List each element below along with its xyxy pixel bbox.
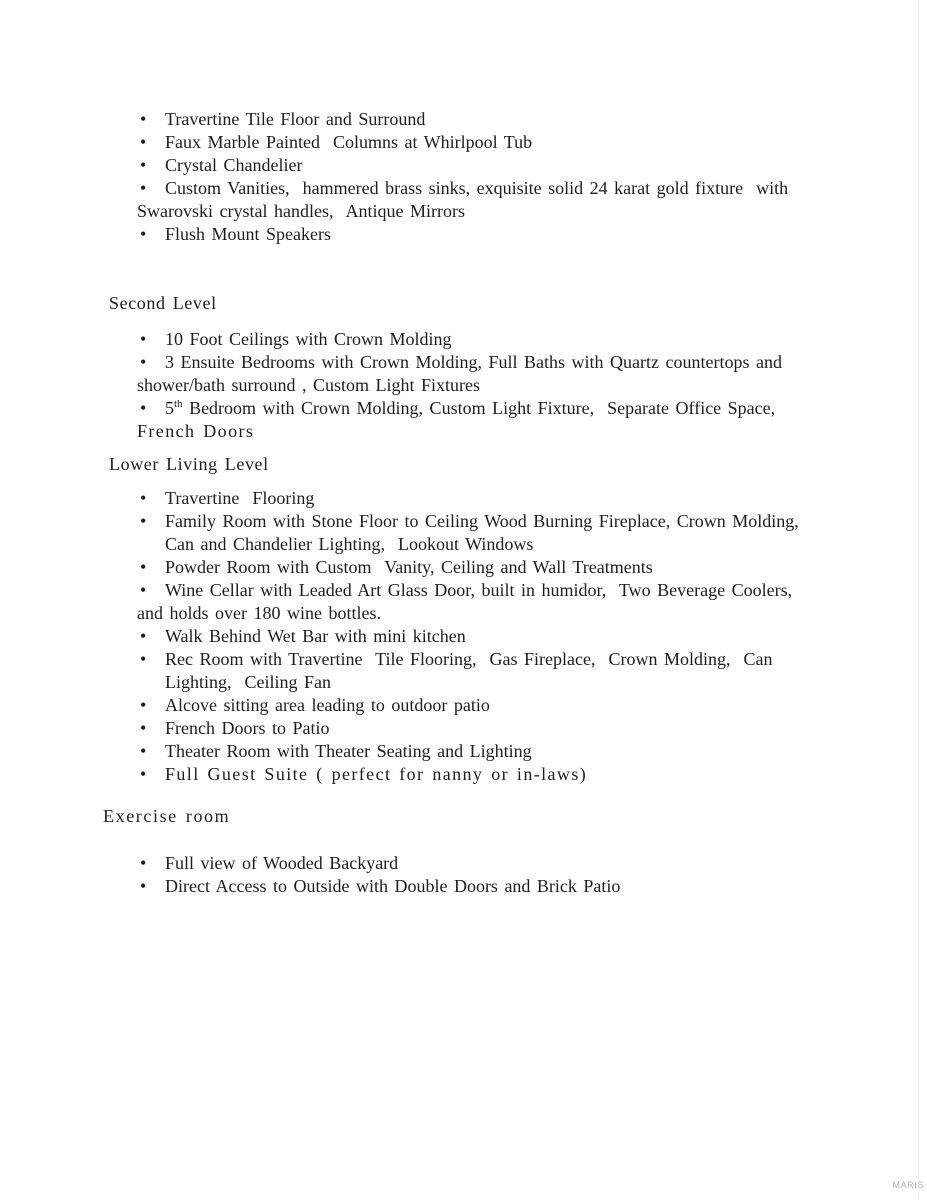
list-item bbox=[0, 648, 927, 694]
continuation-line: Lighting, Ceiling Fan bbox=[165, 672, 331, 692]
continuation-line: shower/bath surround , Custom Light Fixtures bbox=[137, 375, 480, 395]
list-item bbox=[0, 223, 927, 246]
page-edge-line bbox=[918, 0, 919, 1200]
bullet-line: • Powder Room with Custom Vanity, Ceiling and Wall Treatments bbox=[0, 556, 927, 579]
bullet-line: • Full Guest Suite ( perfect for nanny or in-laws) bbox=[0, 763, 927, 786]
bullet-line: • Faux Marble Painted Columns at Whirlpool Tub bbox=[0, 131, 927, 154]
list-item bbox=[0, 875, 927, 898]
bullet-line: • Family Room with Stone Floor to Ceiling Wood Burning Fireplace, Crown Molding, bbox=[0, 510, 927, 533]
section-heading: Exercise room bbox=[103, 806, 231, 826]
bullet-line: • Travertine Flooring bbox=[0, 487, 927, 510]
superscript-text: th bbox=[174, 398, 183, 410]
bullet-line: • Flush Mount Speakers bbox=[0, 223, 927, 246]
bullet-line: • Wine Cellar with Leaded Art Glass Door, built in humidor, Two Beverage Coolers, bbox=[0, 579, 927, 602]
list-item bbox=[0, 740, 927, 763]
bullet-line: • Theater Room with Theater Seating and Lighting bbox=[0, 740, 927, 763]
continuation-line: and holds over 180 wine bottles. bbox=[137, 603, 381, 623]
document-section bbox=[0, 108, 927, 246]
bullet-line: • 10 Foot Ceilings with Crown Molding bbox=[0, 328, 927, 351]
bullet-list bbox=[0, 852, 927, 898]
list-item bbox=[0, 351, 927, 397]
list-item bbox=[0, 556, 927, 579]
bullet-line: • Custom Vanities, hammered brass sinks, exquisite solid 24 karat gold fixture with bbox=[0, 177, 927, 200]
bullet-line: • 3 Ensuite Bedrooms with Crown Molding, Full Baths with Quartz countertops and bbox=[0, 351, 927, 374]
list-item bbox=[0, 763, 927, 786]
bullet-line: • Walk Behind Wet Bar with mini kitchen bbox=[0, 625, 927, 648]
bullet-list bbox=[0, 328, 927, 443]
bullet-line: • Crystal Chandelier bbox=[0, 154, 927, 177]
document-section bbox=[0, 292, 927, 443]
list-item bbox=[0, 717, 927, 740]
list-item bbox=[0, 852, 927, 875]
list-item bbox=[0, 397, 927, 443]
list-item bbox=[0, 625, 927, 648]
text-segment: Bedroom with Crown Molding, Custom Light Fixture, Separate Office Space, bbox=[182, 398, 776, 418]
list-item bbox=[0, 131, 927, 154]
bullet-line: • Rec Room with Travertine Tile Flooring, Gas Fireplace, Crown Molding, Can bbox=[0, 648, 927, 671]
text-segment: 5 bbox=[165, 398, 174, 418]
list-item bbox=[0, 154, 927, 177]
list-item bbox=[0, 510, 927, 556]
list-item bbox=[0, 177, 927, 223]
document-section bbox=[0, 805, 927, 898]
list-item bbox=[0, 579, 927, 625]
section-heading: Lower Living Level bbox=[109, 454, 269, 474]
list-item bbox=[0, 694, 927, 717]
continuation-line: Can and Chandelier Lighting, Lookout Windows bbox=[165, 534, 534, 554]
list-item bbox=[0, 487, 927, 510]
bullet-line: • Direct Access to Outside with Double Doors and Brick Patio bbox=[0, 875, 927, 898]
bullet-list bbox=[0, 108, 927, 246]
bullet-list bbox=[0, 487, 927, 786]
list-item bbox=[0, 328, 927, 351]
list-item bbox=[0, 108, 927, 131]
bullet-line: • Full view of Wooded Backyard bbox=[0, 852, 927, 875]
continuation-line: French Doors bbox=[137, 421, 255, 441]
continuation-line: Swarovski crystal handles, Antique Mirrors bbox=[137, 201, 465, 221]
document-section bbox=[0, 453, 927, 786]
bullet-line bbox=[0, 397, 927, 420]
section-heading: Second Level bbox=[109, 293, 217, 313]
bullet-line: • Alcove sitting area leading to outdoor patio bbox=[0, 694, 927, 717]
bullet-line: • French Doors to Patio bbox=[0, 717, 927, 740]
maris-watermark: MARIS bbox=[892, 1180, 924, 1190]
bullet-line: • Travertine Tile Floor and Surround bbox=[0, 108, 927, 131]
